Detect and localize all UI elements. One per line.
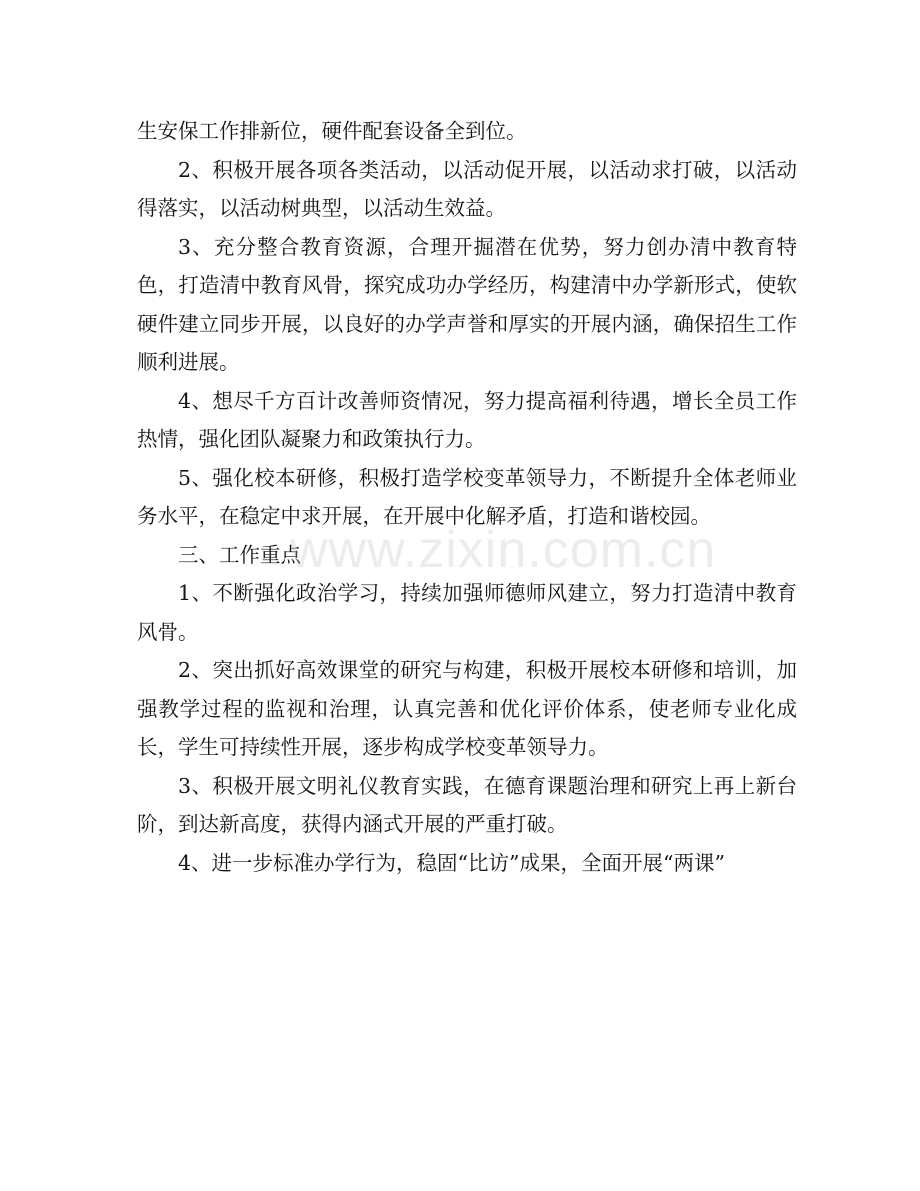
- paragraph-item-4: 4、想尽千方百计改善师资情况，努力提高福利待遇，增长全员工作热情，强化团队凝聚力和政策执行力。: [137, 388, 797, 451]
- paragraph-focus-1: 1、不断强化政治学习，持续加强师德师风建立，努力打造清中教育风骨。: [137, 581, 797, 644]
- paragraph-item-2: 2、积极开展各项各类活动，以活动促开展，以活动求打破，以活动得落实，以活动树典型，以活动生效益。: [137, 157, 797, 220]
- section-heading: 三、工作重点: [178, 542, 301, 567]
- paragraph-item-3: 3、充分整合教育资源，合理开掘潜在优势，努力创办清中教育特色，打造清中教育风骨，探究成功办学经历，构建清中办学新形式，使软硬件建立同步开展，以良好的办学声誉和厚实的开展内涵，确保招生工作顺利进展。: [137, 234, 797, 374]
- document-body: [137, 112, 797, 882]
- paragraph-focus-3: 3、积极开展文明礼仪教育实践，在德育课题治理和研究上再上新台阶，到达新高度，获得内涵式开展的严重打破。: [137, 773, 797, 836]
- paragraph-continuation: 生安保工作排新位，硬件配套设备全到位。: [137, 119, 527, 143]
- paragraph-focus-2: 2、突出抓好高效课堂的研究与构建，积极开展校本研修和培训，加强教学过程的监视和治理，认真完善和优化评价体系，使老师专业化成长，学生可持续性开展，逐步构成学校变革领导力。: [137, 658, 797, 759]
- watermark: www.zixin.com.cn: [290, 521, 717, 579]
- paragraph-focus-4: 4、进一步标准办学行为，稳固“比访”成果，全面开展“两课”: [178, 850, 725, 875]
- paragraph-item-5: 5、强化校本研修，积极打造学校变革领导力，不断提升全体老师业务水平，在稳定中求开展，在开展中化解矛盾，打造和谐校园。: [137, 465, 797, 528]
